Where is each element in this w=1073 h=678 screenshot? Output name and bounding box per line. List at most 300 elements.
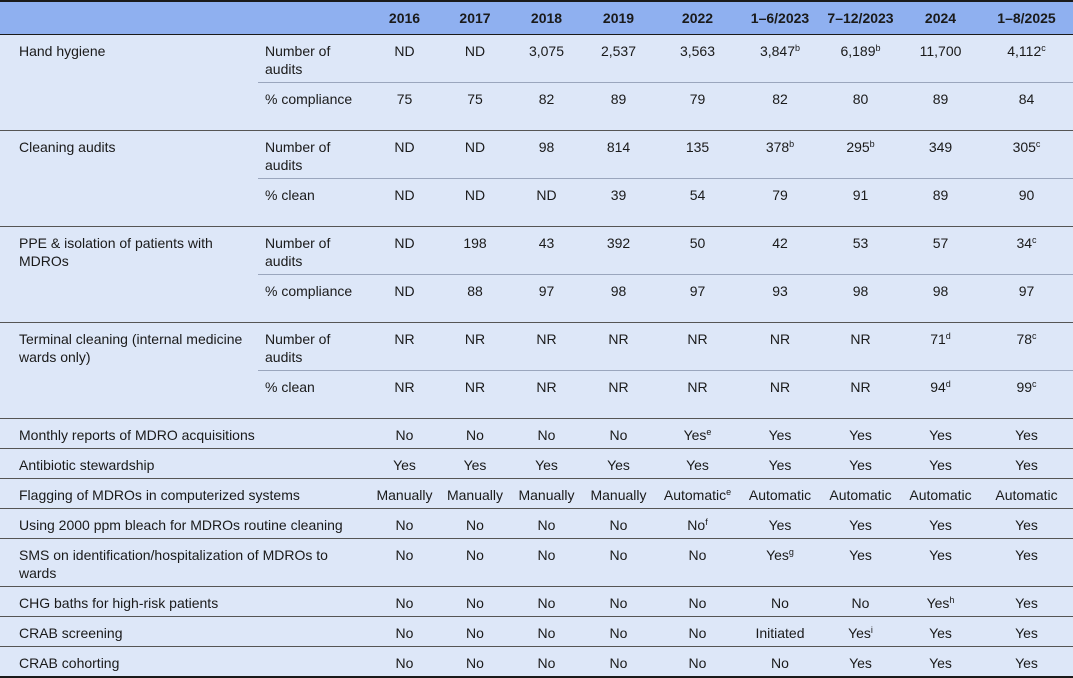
table-cell bbox=[511, 35, 582, 83]
footnote-marker: f bbox=[705, 517, 708, 527]
table-cell bbox=[740, 227, 820, 275]
cell-value: Automatic bbox=[995, 487, 1058, 503]
table-cell bbox=[655, 179, 740, 227]
cell-value: No bbox=[537, 595, 556, 611]
cell-value: ND bbox=[394, 187, 415, 203]
table-row bbox=[0, 323, 1073, 371]
table-cell bbox=[370, 35, 439, 83]
table-cell bbox=[820, 275, 901, 323]
table-cell bbox=[740, 179, 820, 227]
cell-value: No bbox=[395, 655, 414, 671]
table-cell bbox=[511, 275, 582, 323]
cell-value: 392 bbox=[606, 235, 631, 251]
row-label-monthly-reports: Monthly reports of MDRO acquisitions bbox=[0, 419, 370, 449]
table-cell bbox=[740, 479, 820, 509]
footnote-marker: b bbox=[875, 43, 881, 53]
header-blank bbox=[258, 1, 370, 35]
cell-value: ND bbox=[464, 43, 486, 59]
table-cell bbox=[655, 227, 740, 275]
cell-value: 3,075 bbox=[528, 43, 565, 59]
table-cell bbox=[820, 479, 901, 509]
cell-value: Yes bbox=[683, 427, 707, 443]
cell-value: Yes bbox=[1015, 547, 1038, 563]
table-row bbox=[0, 509, 1073, 539]
table-cell bbox=[370, 509, 439, 539]
cell-value: No bbox=[771, 655, 789, 671]
cell-value: No bbox=[537, 655, 556, 671]
table-cell bbox=[901, 83, 980, 131]
cell-value: ND bbox=[394, 283, 415, 299]
cell-value: No bbox=[537, 427, 556, 443]
cell-value: Automatic bbox=[829, 487, 892, 503]
table-cell bbox=[511, 179, 582, 227]
column-header: 7–12/2023 bbox=[820, 1, 901, 35]
table-cell bbox=[980, 371, 1073, 419]
table-cell bbox=[740, 419, 820, 449]
table-cell bbox=[740, 323, 820, 371]
table-cell bbox=[901, 419, 980, 449]
table-cell bbox=[439, 131, 511, 179]
table-cell bbox=[820, 539, 901, 587]
table-cell bbox=[820, 83, 901, 131]
cell-value: No bbox=[466, 517, 484, 533]
cell-value: No bbox=[395, 547, 414, 563]
table-cell bbox=[655, 509, 740, 539]
cell-value: 50 bbox=[689, 235, 706, 251]
cell-value: Yes bbox=[607, 457, 630, 473]
cell-value: NR bbox=[850, 331, 871, 347]
footnote-marker: b bbox=[869, 139, 875, 149]
table-cell bbox=[980, 509, 1073, 539]
column-header: 1–6/2023 bbox=[740, 1, 820, 35]
cell-value: 378 bbox=[765, 139, 790, 155]
cell-value: Yes bbox=[686, 457, 709, 473]
table-cell bbox=[740, 647, 820, 677]
table-cell bbox=[582, 509, 655, 539]
table-cell bbox=[655, 419, 740, 449]
table-row bbox=[0, 419, 1073, 449]
cell-value: Yes bbox=[849, 655, 872, 671]
table-row bbox=[0, 617, 1073, 647]
cell-value: 91 bbox=[852, 187, 869, 203]
cell-value: 89 bbox=[932, 187, 949, 203]
sub-label: % compliance bbox=[258, 275, 370, 323]
table-cell bbox=[439, 35, 511, 83]
table-cell bbox=[439, 479, 511, 509]
cell-value: 6,189 bbox=[840, 43, 876, 59]
table-row bbox=[0, 587, 1073, 617]
table-cell bbox=[655, 647, 740, 677]
cell-value: ND bbox=[394, 139, 415, 155]
cell-value: Yes bbox=[1015, 427, 1038, 443]
table-cell bbox=[511, 449, 582, 479]
table-cell bbox=[439, 587, 511, 617]
footnote-marker: c bbox=[1032, 235, 1037, 245]
table-cell bbox=[370, 617, 439, 647]
cell-value: Yes bbox=[929, 655, 952, 671]
table-cell bbox=[901, 647, 980, 677]
table-cell bbox=[370, 449, 439, 479]
cell-value: Initiated bbox=[755, 625, 805, 641]
sub-label: Number of audits bbox=[258, 323, 370, 371]
table-cell bbox=[582, 419, 655, 449]
footnote-marker: b bbox=[789, 139, 795, 149]
table-cell bbox=[582, 647, 655, 677]
column-header: 2017 bbox=[439, 1, 511, 35]
table-cell bbox=[655, 539, 740, 587]
table-cell bbox=[980, 35, 1073, 83]
row-label-crab-screening: CRAB screening bbox=[0, 617, 370, 647]
cell-value: 42 bbox=[772, 235, 788, 251]
cell-value: 53 bbox=[852, 235, 869, 251]
table-cell bbox=[370, 131, 439, 179]
footnote-marker: c bbox=[1032, 331, 1037, 341]
cell-value: NR bbox=[536, 331, 557, 347]
table-cell bbox=[901, 617, 980, 647]
cell-value: 82 bbox=[538, 91, 555, 107]
cell-value: 57 bbox=[932, 235, 949, 251]
table-cell bbox=[439, 509, 511, 539]
table-row bbox=[0, 449, 1073, 479]
cell-value: No bbox=[688, 655, 707, 671]
table-cell bbox=[439, 275, 511, 323]
table-cell bbox=[511, 131, 582, 179]
cell-value: ND bbox=[536, 187, 557, 203]
table-cell bbox=[370, 419, 439, 449]
table-cell bbox=[820, 647, 901, 677]
cell-value: Yes bbox=[929, 547, 952, 563]
row-label-flagging-mdros: Flagging of MDROs in computerized systems bbox=[0, 479, 370, 509]
cell-value: 54 bbox=[689, 187, 706, 203]
table-cell bbox=[980, 587, 1073, 617]
table-cell bbox=[582, 83, 655, 131]
table-cell bbox=[582, 371, 655, 419]
cell-value: 97 bbox=[1018, 283, 1035, 299]
cell-value: 97 bbox=[538, 283, 555, 299]
table-cell bbox=[740, 83, 820, 131]
cell-value: No bbox=[609, 427, 628, 443]
table-cell bbox=[740, 131, 820, 179]
table-cell bbox=[901, 371, 980, 419]
cell-value: ND bbox=[394, 43, 415, 59]
table-body bbox=[0, 35, 1073, 677]
table-cell bbox=[980, 323, 1073, 371]
cell-value: 39 bbox=[610, 187, 627, 203]
table-cell bbox=[740, 509, 820, 539]
table-cell bbox=[439, 449, 511, 479]
cell-value: No bbox=[688, 625, 707, 641]
cell-value: 3,847 bbox=[759, 43, 796, 59]
table-cell bbox=[511, 617, 582, 647]
table-cell bbox=[901, 449, 980, 479]
cell-value: No bbox=[609, 595, 628, 611]
cell-value: No bbox=[687, 517, 706, 533]
table-cell bbox=[820, 131, 901, 179]
column-header: 2016 bbox=[370, 1, 439, 35]
table-cell bbox=[370, 227, 439, 275]
cell-value: Yes bbox=[929, 625, 952, 641]
cell-value: Yes bbox=[849, 517, 872, 533]
table-cell bbox=[582, 179, 655, 227]
sub-label: % clean bbox=[258, 371, 370, 419]
cell-value: 99 bbox=[1016, 379, 1033, 395]
table-cell bbox=[820, 509, 901, 539]
cell-value: No bbox=[688, 595, 707, 611]
table-row bbox=[0, 131, 1073, 179]
table-cell bbox=[582, 35, 655, 83]
cell-value: 98 bbox=[932, 283, 949, 299]
cell-value: 89 bbox=[610, 91, 627, 107]
cell-value: Yes bbox=[926, 595, 950, 611]
cell-value: ND bbox=[464, 139, 486, 155]
table-cell bbox=[820, 35, 901, 83]
cell-value: 89 bbox=[932, 91, 949, 107]
table-cell bbox=[439, 647, 511, 677]
cell-value: Yes bbox=[929, 427, 952, 443]
table-cell bbox=[511, 509, 582, 539]
cell-value: Yes bbox=[393, 457, 416, 473]
table-cell bbox=[740, 449, 820, 479]
cell-value: Manually bbox=[446, 487, 504, 503]
table-cell bbox=[655, 131, 740, 179]
cell-value: 198 bbox=[463, 235, 487, 251]
cell-value: Manually bbox=[376, 487, 433, 503]
table-cell bbox=[439, 179, 511, 227]
table-cell bbox=[740, 617, 820, 647]
sub-label: % clean bbox=[258, 179, 370, 227]
table-cell bbox=[820, 587, 901, 617]
table-row bbox=[0, 539, 1073, 587]
cell-value: Yes bbox=[929, 457, 952, 473]
row-label-terminal-cleaning: Terminal cleaning (internal medicine wards only) bbox=[0, 323, 258, 419]
cell-value: 71 bbox=[930, 331, 946, 347]
sub-label: Number of audits bbox=[258, 227, 370, 275]
cell-value: Yes bbox=[463, 457, 487, 473]
table-cell bbox=[582, 227, 655, 275]
table-cell bbox=[740, 371, 820, 419]
footnote-marker: i bbox=[870, 625, 873, 635]
table-cell bbox=[511, 323, 582, 371]
cell-value: No bbox=[609, 625, 628, 641]
cell-value: No bbox=[395, 517, 414, 533]
cell-value: 93 bbox=[772, 283, 788, 299]
cell-value: Automatic bbox=[663, 487, 727, 503]
table-cell bbox=[980, 449, 1073, 479]
cell-value: Yes bbox=[848, 625, 871, 641]
cell-value: Yes bbox=[1015, 655, 1038, 671]
cell-value: Yes bbox=[1015, 517, 1038, 533]
table-cell bbox=[655, 275, 740, 323]
cell-value: No bbox=[466, 625, 484, 641]
table-cell bbox=[511, 371, 582, 419]
cell-value: NR bbox=[769, 331, 791, 347]
table-cell bbox=[820, 227, 901, 275]
table-cell bbox=[439, 371, 511, 419]
column-header: 2022 bbox=[655, 1, 740, 35]
row-label-sms-identification: SMS on identification/hospitalization of MDROs to wards bbox=[0, 539, 370, 587]
table-cell bbox=[439, 323, 511, 371]
table-cell bbox=[980, 179, 1073, 227]
table-cell bbox=[901, 539, 980, 587]
column-header: 2024 bbox=[901, 1, 980, 35]
cell-value: Yes bbox=[849, 427, 872, 443]
cell-value: Automatic bbox=[748, 487, 812, 503]
cell-value: NR bbox=[608, 379, 629, 395]
table-cell bbox=[511, 647, 582, 677]
table-cell bbox=[655, 371, 740, 419]
table-cell bbox=[980, 131, 1073, 179]
cell-value: No bbox=[537, 625, 556, 641]
cell-value: NR bbox=[464, 379, 486, 395]
table-cell bbox=[980, 83, 1073, 131]
table-cell bbox=[980, 227, 1073, 275]
table-cell bbox=[655, 323, 740, 371]
header-row bbox=[0, 1, 1073, 35]
column-header: 2019 bbox=[582, 1, 655, 35]
table-cell bbox=[820, 371, 901, 419]
sub-label: Number of audits bbox=[258, 131, 370, 179]
cell-value: Automatic bbox=[909, 487, 972, 503]
cell-value: Yes bbox=[768, 427, 792, 443]
table-row bbox=[0, 479, 1073, 509]
table-cell bbox=[582, 323, 655, 371]
table-cell bbox=[582, 587, 655, 617]
cell-value: No bbox=[466, 655, 484, 671]
cell-value: NR bbox=[850, 379, 871, 395]
table-cell bbox=[820, 323, 901, 371]
table-cell bbox=[582, 479, 655, 509]
cell-value: NR bbox=[687, 331, 708, 347]
table-cell bbox=[511, 539, 582, 587]
row-label-ppe-isolation: PPE & isolation of patients with MDROs bbox=[0, 227, 258, 323]
table-cell bbox=[820, 617, 901, 647]
cell-value: 80 bbox=[852, 91, 869, 107]
table-header bbox=[0, 1, 1073, 35]
table-cell bbox=[980, 647, 1073, 677]
table-cell bbox=[901, 179, 980, 227]
table-cell bbox=[901, 509, 980, 539]
table-cell bbox=[370, 587, 439, 617]
cell-value: No bbox=[395, 595, 414, 611]
cell-value: 78 bbox=[1016, 331, 1033, 347]
row-label-crab-cohorting: CRAB cohorting bbox=[0, 647, 370, 677]
table-row bbox=[0, 227, 1073, 275]
cell-value: 94 bbox=[930, 379, 946, 395]
column-header: 1–8/2025 bbox=[980, 1, 1073, 35]
cell-value: 98 bbox=[852, 283, 869, 299]
table-cell bbox=[655, 587, 740, 617]
table-row bbox=[0, 35, 1073, 83]
row-label-bleach-cleaning: Using 2000 ppm bleach for MDROs routine cleaning bbox=[0, 509, 370, 539]
table-cell bbox=[439, 539, 511, 587]
table-cell bbox=[901, 227, 980, 275]
cell-value: No bbox=[609, 547, 628, 563]
row-label-chg-baths: CHG baths for high-risk patients bbox=[0, 587, 370, 617]
table-row bbox=[0, 647, 1073, 677]
cell-value: No bbox=[537, 547, 556, 563]
table-cell bbox=[370, 275, 439, 323]
sub-label: Number of audits bbox=[258, 35, 370, 83]
table-cell bbox=[511, 479, 582, 509]
footnote-marker: c bbox=[1035, 139, 1041, 149]
header-blank bbox=[0, 1, 258, 35]
table-cell bbox=[820, 419, 901, 449]
cell-value: Yes bbox=[929, 517, 952, 533]
cell-value: Yes bbox=[1015, 625, 1038, 641]
table-cell bbox=[901, 479, 980, 509]
cell-value: 97 bbox=[689, 283, 706, 299]
table-cell bbox=[655, 449, 740, 479]
cell-value: 43 bbox=[538, 235, 555, 251]
cell-value: No bbox=[771, 595, 789, 611]
table-cell bbox=[370, 371, 439, 419]
cell-value: 79 bbox=[772, 187, 788, 203]
cell-value: Yes bbox=[1015, 457, 1038, 473]
cell-value: Yes bbox=[849, 457, 872, 473]
table-cell bbox=[370, 539, 439, 587]
cell-value: No bbox=[609, 655, 628, 671]
cell-value: ND bbox=[464, 187, 486, 203]
cell-value: 11,700 bbox=[919, 43, 962, 59]
table-cell bbox=[511, 419, 582, 449]
cell-value: No bbox=[688, 547, 707, 563]
footnote-marker: e bbox=[726, 487, 732, 497]
cell-value: ND bbox=[394, 235, 415, 251]
cell-value: 34 bbox=[1016, 235, 1033, 251]
cell-value: 2,537 bbox=[600, 43, 637, 59]
cell-value: 90 bbox=[1018, 187, 1035, 203]
table-cell bbox=[740, 275, 820, 323]
cell-value: 3,563 bbox=[679, 43, 716, 59]
table-cell bbox=[370, 479, 439, 509]
cell-value: 82 bbox=[772, 91, 788, 107]
cell-value: Yes bbox=[768, 457, 792, 473]
table-cell bbox=[582, 539, 655, 587]
cell-value: Manually bbox=[590, 487, 647, 503]
table-cell bbox=[980, 539, 1073, 587]
table-cell bbox=[980, 617, 1073, 647]
table-cell bbox=[370, 179, 439, 227]
cell-value: 88 bbox=[467, 283, 483, 299]
footnote-marker: c bbox=[1041, 43, 1046, 53]
cell-value: 84 bbox=[1018, 91, 1035, 107]
table-cell bbox=[439, 419, 511, 449]
table-cell bbox=[820, 179, 901, 227]
table-cell bbox=[511, 227, 582, 275]
table-cell bbox=[740, 587, 820, 617]
row-label-hand-hygiene: Hand hygiene bbox=[0, 35, 258, 131]
column-header: 2018 bbox=[511, 1, 582, 35]
cell-value: No bbox=[537, 517, 556, 533]
cell-value: Yes bbox=[766, 547, 789, 563]
footnote-marker: d bbox=[945, 331, 951, 341]
table-cell bbox=[655, 617, 740, 647]
cell-value: No bbox=[466, 595, 484, 611]
cell-value: 295 bbox=[846, 139, 870, 155]
cell-value: No bbox=[609, 517, 628, 533]
table-cell bbox=[370, 323, 439, 371]
cell-value: 4,112 bbox=[1007, 43, 1042, 59]
cell-value: Manually bbox=[518, 487, 575, 503]
cell-value: No bbox=[851, 595, 870, 611]
table-cell bbox=[582, 131, 655, 179]
table-cell bbox=[901, 35, 980, 83]
cell-value: 98 bbox=[610, 283, 627, 299]
table-cell bbox=[582, 449, 655, 479]
cell-value: NR bbox=[608, 331, 629, 347]
sub-label: % compliance bbox=[258, 83, 370, 131]
table-cell bbox=[582, 617, 655, 647]
